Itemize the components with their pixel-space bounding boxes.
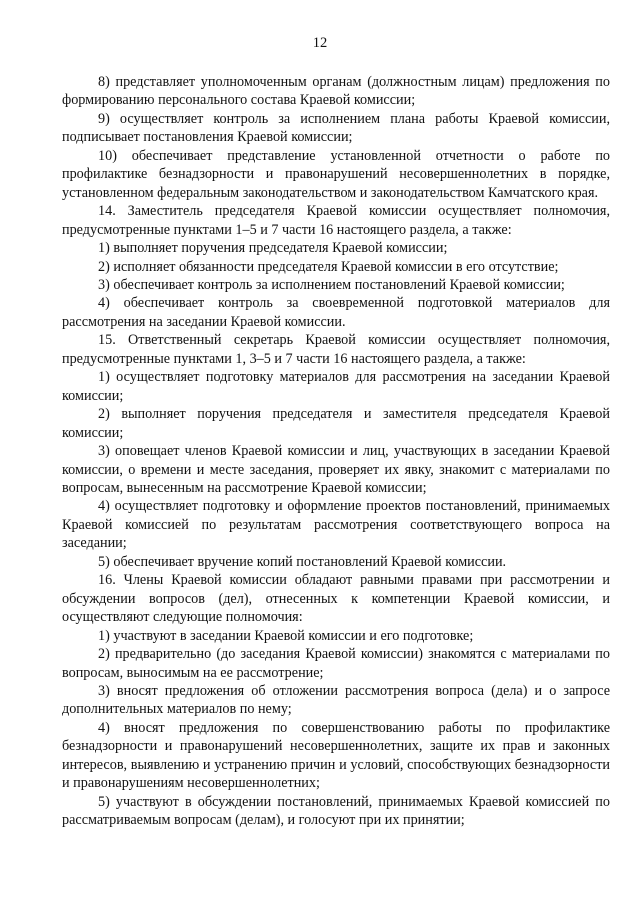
- list-item: 1) выполняет поручения председателя Краевой комиссии;: [98, 240, 448, 257]
- paragraph-8-proposals: 8) представляет уполномоченным органам (должностным лицам) предложения по формированию персонального состава Краевой комиссии;: [62, 74, 610, 109]
- list-item: 1) участвуют в заседании Краевой комиссии и его подготовке;: [98, 627, 474, 644]
- list-item: 2) предварительно (до заседания Краевой комиссии) знакомятся с материалами по вопросам, выносимым на ее рассмотрение;: [62, 646, 610, 681]
- list-item: 3) обеспечивает контроль за исполнением постановлений Краевой комиссии;: [98, 276, 565, 293]
- list-item: 3) оповещает членов Краевой комиссии и лиц, участвующих в заседании Краевой комиссии, о времени и месте заседания, проверяет их явку, знакомит с материалами по вопросам, вынесенным на рассмотрение Краевой комиссии;: [62, 443, 610, 496]
- list-item: 2) исполняет обязанности председателя Краевой комиссии в его отсутствие;: [98, 258, 559, 275]
- list-item: 4) осуществляет подготовку и оформление проектов постановлений, принимаемых Краевой комиссией по результатам рассмотрения соответствующего вопроса на заседании;: [62, 498, 610, 552]
- list-item: 3) вносят предложения об отложении рассмотрения вопроса (дела) и о запросе дополнительных материалов по нему;: [62, 682, 610, 718]
- section-15-secretary: 15. Ответственный секретарь Краевой комиссии осуществляет полномочия, предусмотренные пунктами 1, 3–5 и 7 части 16 настоящего раздела, а также:: [62, 332, 610, 367]
- paragraph-10-reporting: 10) обеспечивает представление установленной отчетности о работе по профилактике безнадзорности и правонарушений несовершеннолетних в порядке, установленном федеральным законодательством и законодательством Камчатского края.: [62, 147, 610, 201]
- list-item: 1) осуществляет подготовку материалов для рассмотрения на заседании Краевой комиссии;: [62, 369, 610, 404]
- document-body: [62, 73, 610, 830]
- list-item: 4) обеспечивает контроль за своевременной подготовкой материалов для рассмотрения на заседании Краевой комиссии.: [62, 295, 610, 330]
- list-item: 5) обеспечивает вручение копий постановлений Краевой комиссии.: [98, 553, 507, 570]
- list-item: 2) выполняет поручения председателя и заместителя председателя Краевой комиссии;: [62, 406, 610, 441]
- page-number: 12: [312, 35, 328, 51]
- list-item: 4) вносят предложения по совершенствованию работы по профилактике безнадзорности и правонарушений несовершеннолетних, защите их прав и законных интересов, выявлению и устранению причин и условий, способствующих безнадзорности и правонарушениям несовершеннолетних;: [62, 719, 610, 792]
- list-item: 5) участвуют в обсуждении постановлений, принимаемых Краевой комиссией по рассматриваемым вопросам (делам), и голосуют при их принятии;: [62, 793, 610, 829]
- section-16-members: 16. Члены Краевой комиссии обладают равными правами при рассмотрении и обсуждении вопросов (дел), отнесенных к компетенции Краевой комиссии, и осуществляют следующие полномочия:: [62, 572, 610, 626]
- section-14-deputy-chair: 14. Заместитель председателя Краевой комиссии осуществляет полномочия, предусмотренные пунктами 1–5 и 7 части 16 настоящего раздела, а также:: [62, 203, 610, 238]
- paragraph-9-control: 9) осуществляет контроль за исполнением плана работы Краевой комиссии, подписывает постановления Краевой комиссии;: [62, 110, 610, 146]
